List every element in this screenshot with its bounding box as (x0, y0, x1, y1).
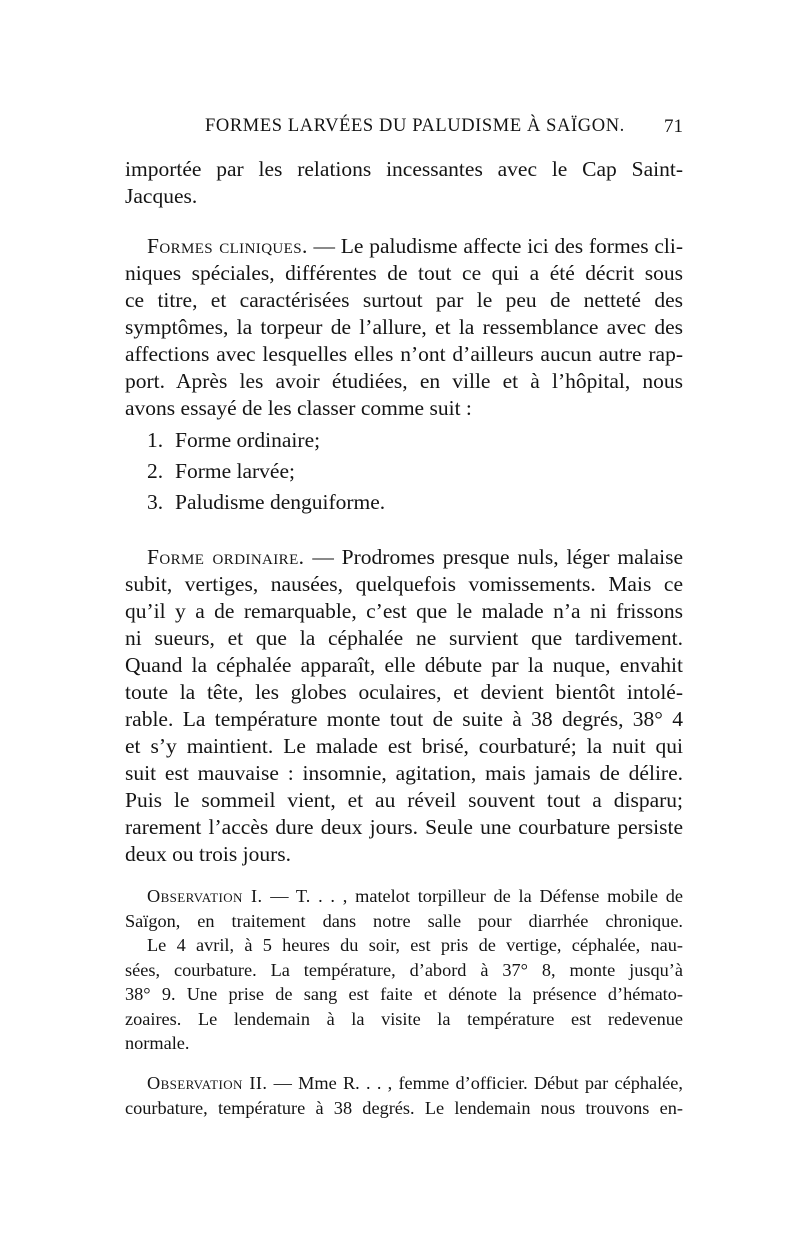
text-line: zoaires. Le lendemain à la visite la température est redevenue (125, 1008, 683, 1029)
text-line: rarement l’accès dure deux jours. Seule une courbature persiste (125, 815, 683, 839)
text-line: qu’il y a de remarquable, c’est que le malade n’a ni frissons (125, 599, 683, 623)
section-heading: Forme ordinaire. (147, 545, 305, 569)
text-line: symptômes, la torpeur de l’allure, et la ressemblance avec des (125, 315, 683, 339)
list-item (125, 456, 683, 487)
text-line: rable. La température monte tout de suite à 38 degrés, 38° 4 (125, 707, 683, 731)
text-line: Saïgon, en traitement dans notre salle pour diarrhée chronique. (125, 910, 683, 931)
page-number: 71 (664, 116, 683, 137)
text-line: courbature, température à 38 degrés. Le lendemain nous trouvons en- (125, 1097, 683, 1118)
text-line (125, 233, 683, 260)
list-text: Forme ordinaire; (175, 428, 321, 452)
text-line: importée par les relations incessantes avec le Cap Saint- (125, 157, 683, 181)
list-item (125, 487, 683, 518)
text-line: suit est mauvaise : insomnie, agitation, mais jamais de délire. (125, 761, 683, 785)
text-line: 38° 9. Une prise de sang est faite et dénote la présence d’hémato- (125, 984, 683, 1004)
formes-cliniques-paragraph (125, 233, 683, 422)
text-line: sées, courbature. La température, d’abord à 37° 8, monte jusqu’à (125, 959, 683, 980)
text-line: toute la tête, les globes oculaires, et devient bientôt intolé- (125, 680, 683, 704)
running-head (125, 116, 683, 146)
section-heading: Formes cliniques. (147, 234, 308, 258)
text-line (125, 884, 683, 909)
text-line: subit, vertiges, nausées, quelquefois vomissements. Mais ce (125, 572, 683, 596)
text-line: Le 4 avril, à 5 heures du soir, est pris de vertige, céphalée, nau- (147, 935, 683, 955)
text-line: Quand la céphalée apparaît, elle débute par la nuque, envahit (125, 653, 683, 677)
observation-heading: Observation II. (147, 1073, 268, 1093)
text-run: — T. . . , matelot torpilleur de la Défense mobile de (270, 886, 683, 906)
forms-list (125, 425, 683, 518)
text-line: avons essayé de les classer comme suit : (125, 396, 472, 420)
text-line: et s’y maintient. Le malade est brisé, courbaturé; la nuit qui (125, 734, 683, 758)
text-line (125, 1071, 683, 1096)
list-number: 2. (147, 459, 164, 483)
text-line: normale. (125, 1033, 190, 1053)
list-number: 3. (147, 490, 164, 514)
text-line: Puis le sommeil vient, et au réveil souvent tout a disparu; (125, 788, 683, 812)
forme-ordinaire-paragraph (125, 544, 683, 868)
observation-1 (125, 884, 683, 1056)
text-line: niques spéciales, différentes de tout ce qui a été décrit sous (125, 261, 683, 285)
list-text: Paludisme denguiforme. (175, 490, 386, 514)
text-run: — Prodromes presque nuls, léger malaise (312, 545, 683, 569)
text-line (125, 544, 683, 571)
text-line: ni sueurs, et que la céphalée ne survient que tardivement. (125, 626, 683, 650)
text-line: deux ou trois jours. (125, 842, 292, 866)
running-title: FORMES LARVÉES DU PALUDISME À SAÏGON. (205, 116, 625, 136)
text-run: — Le paludisme affecte ici des formes cli- (313, 234, 683, 258)
list-item (125, 425, 683, 456)
text-run: — Mme R. . . , femme d’officier. Début par céphalée, (273, 1073, 683, 1093)
observation-2 (125, 1071, 683, 1120)
intro-paragraph (125, 156, 683, 210)
observation-heading: Observation I. (147, 886, 263, 906)
text-line: affections avec lesquelles elles n’ont d’ailleurs aucun autre rap- (125, 342, 683, 366)
list-text: Forme larvée; (175, 459, 295, 483)
list-number: 1. (147, 428, 164, 452)
text-line: Jacques. (125, 184, 198, 208)
text-line: ce titre, et caractérisées surtout par le peu de netteté des (125, 288, 683, 312)
text-line: port. Après les avoir étudiées, en ville et à l’hôpital, nous (125, 369, 683, 393)
